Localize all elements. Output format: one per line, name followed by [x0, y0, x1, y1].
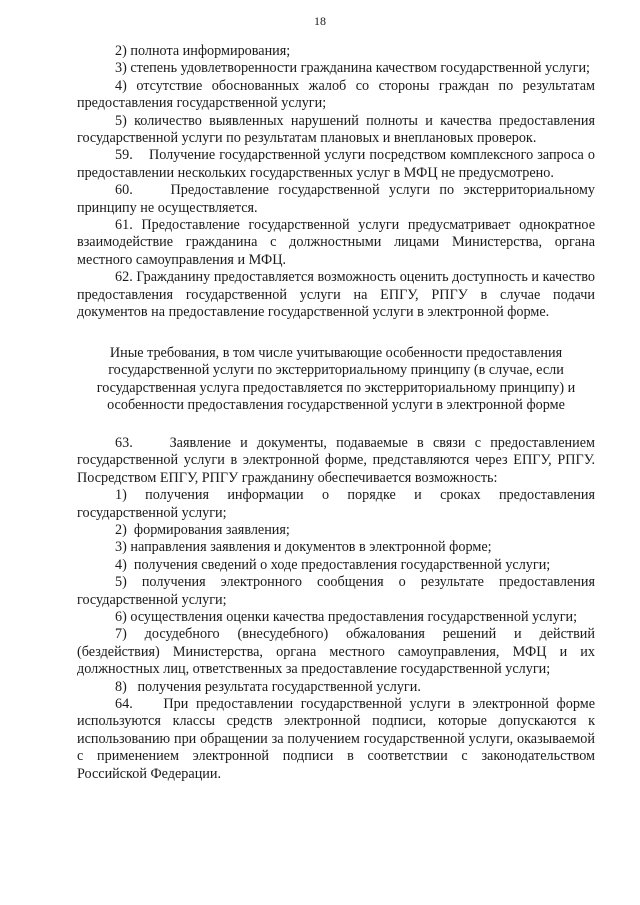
list-item: 1) получения информации о порядке и сроках предоставления государственной услуги; — [77, 487, 595, 521]
list-item: 3) направления заявления и документов в электронной форме; — [115, 539, 492, 556]
paragraph-62: 62. Гражданину предоставляется возможность оценить доступность и качество предоставления государственной услуги на ЕПГУ, РПГУ в случае подачи документов на предоставление государственной услуги в электронной форме. — [77, 269, 595, 321]
list-item: 7) досудебного (внесудебного) обжалования решений и действий (бездействия) Министерства, органа местного самоуправления, МФЦ и их должностных лиц, ответственных за предоставление государственной услуги; — [77, 626, 595, 678]
list-item: 2) формирования заявления; — [115, 521, 290, 538]
paragraph: 4) отсутствие обоснованных жалоб со стороны граждан по результатам предоставления государственной услуги; — [77, 77, 595, 112]
paragraph-61: 61. Предоставление государственной услуги предусматривает однократное взаимодействие гражданина с должностными лицами Министерства, органа местного самоуправления и МФЦ. — [77, 217, 595, 268]
paragraph: 5) количество выявленных нарушений полноты и качества предоставления государственной услуги по результатам плановых и внеплановых проверок. — [77, 112, 595, 147]
paragraph-63: 63. Заявление и документы, подаваемые в связи с предоставлением государственной услуги в электронной форме, представляются через ЕПГУ, РПГУ. Посредством ЕПГУ, РПГУ гражданину обеспечивается возможность: — [77, 434, 595, 486]
list-item: 6) осуществления оценки качества предоставления государственной услуги; — [115, 608, 578, 625]
page-number: 18 — [314, 14, 326, 28]
paragraph: 3) степень удовлетворенности гражданина качеством государственной услуги; — [115, 60, 590, 77]
document-body — [77, 43, 595, 783]
list-item: 5) получения электронного сообщения о результате предоставления государственной услуги; — [77, 574, 595, 608]
paragraph: 2) полнота информирования; — [115, 43, 291, 59]
list-item: 4) получения сведений о ходе предоставления государственной услуги; — [115, 556, 551, 573]
paragraph-64: 64. При предоставлении государственной услуги в электронной форме используются классы средств электронной подписи, которые допускаются к использованию при обращении за получением государственной услуги, оказываемой с применением электронной подписи в соответствии с законодательством Российской Федерации. — [77, 695, 595, 782]
section-heading: Иные требования, в том числе учитывающие особенности предоставления государственной услуги по экстерриториальному принципу (в случае, если государственная услуга предоставляется по экстерриториальному принципу) и особенности предоставления государственной услуги в электронной форме — [96, 344, 576, 414]
paragraph-59: 59. Получение государственной услуги посредством комплексного запроса о предоставлении нескольких государственных услуг в МФЦ не предусмотрено. — [77, 147, 595, 181]
list-item: 8) получения результата государственной услуги. — [115, 678, 421, 695]
paragraph-60: 60. Предоставление государственной услуги по экстерриториальному принципу не осуществляется. — [77, 182, 595, 216]
